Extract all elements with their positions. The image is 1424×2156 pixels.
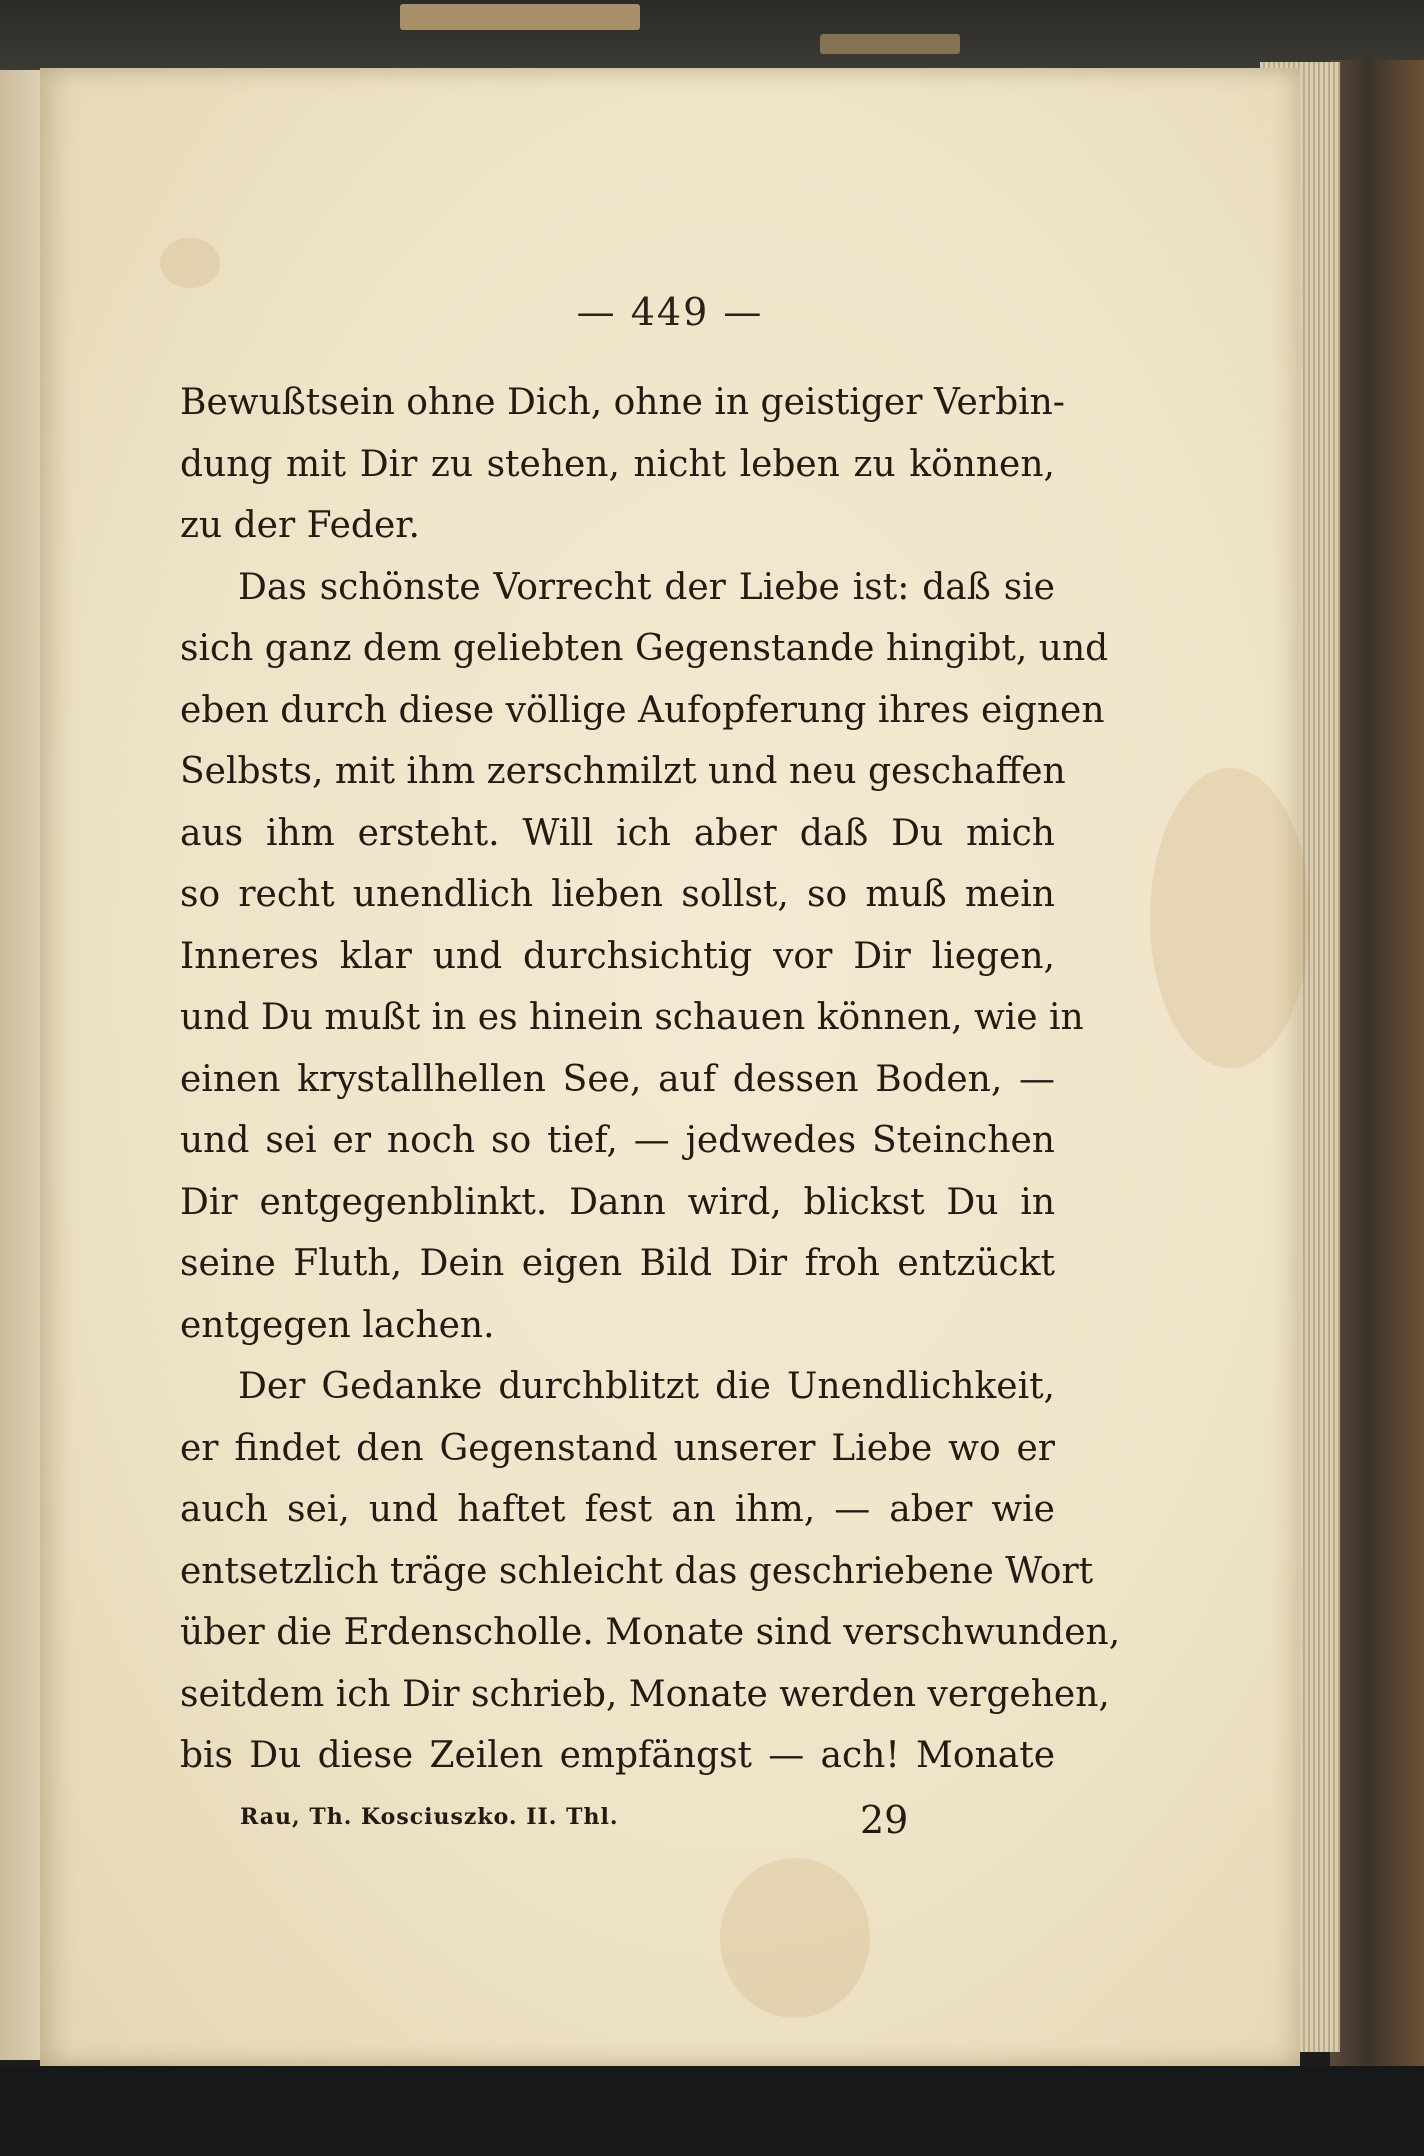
text-line: aus ihm ersteht. Will ich aber daß Du mich <box>180 812 1055 854</box>
text-line: auch sei, und haftet fest an ihm, — aber wie <box>180 1489 1055 1530</box>
text-line: und Du mußt in es hinein schauen können, wie in <box>180 997 1084 1038</box>
printer-signature: Rau, Th. Kosciuszko. II. Thl. <box>240 1804 619 1830</box>
text-line: Dir entgegenblinkt. Dann wird, blickst Du in <box>180 1181 1055 1223</box>
page-stain <box>160 238 220 288</box>
page-body-text <box>180 372 1121 1787</box>
tape-strip <box>400 4 640 30</box>
text-line: seine Fluth, Dein eigen Bild Dir froh entzückt <box>180 1243 1055 1284</box>
tape-strip <box>820 34 960 54</box>
text-line: einen krystallhellen See, auf dessen Boden, — <box>180 1058 1055 1100</box>
text-line: seitdem ich Dir schrieb, Monate werden vergehen, <box>180 1673 1110 1715</box>
text-line: über die Erdenscholle. Monate sind verschwunden, <box>180 1612 1121 1653</box>
book-cover-top <box>0 0 1424 70</box>
text-line: Der Gedanke durchblitzt die Unendlichkeit, <box>238 1366 1055 1407</box>
page-stain <box>720 1858 870 2018</box>
text-line: entgegen lachen. <box>180 1304 495 1346</box>
book-cover-edge <box>1330 60 1424 2070</box>
page-footer <box>180 1798 1055 1848</box>
page-stain <box>1150 768 1310 1068</box>
text-line: zu der Feder. <box>180 505 420 546</box>
sheet-number: 29 <box>860 1798 909 1842</box>
text-line: und sei er noch so tief, — jedwedes Steinchen <box>180 1120 1055 1161</box>
text-line: entsetzlich träge schleicht das geschriebene Wort <box>180 1550 1094 1592</box>
text-line: er findet den Gegenstand unserer Liebe wo er <box>180 1427 1055 1469</box>
text-line: Selbsts, mit ihm zerschmilzt und neu geschaffen <box>180 751 1066 792</box>
text-line: sich ganz dem geliebten Gegenstande hingibt, und <box>180 628 1109 669</box>
text-line: so recht unendlich lieben sollst, so muß mein <box>180 874 1055 915</box>
text-line: eben durch diese völlige Aufopferung ihres eignen <box>180 689 1105 731</box>
text-line: Das schönste Vorrecht der Liebe ist: daß sie <box>238 566 1055 608</box>
page-number-header: — 449 — <box>576 290 764 334</box>
text-line: bis Du diese Zeilen empfängst — ach! Monate <box>180 1735 1055 1776</box>
text-line: dung mit Dir zu stehen, nicht leben zu können, <box>180 443 1055 485</box>
text-line: Bewußtsein ohne Dich, ohne in geistiger Verbin- <box>180 382 1065 423</box>
background-bottom <box>0 2066 1424 2156</box>
text-line: Inneres klar und durchsichtig vor Dir liegen, <box>180 935 1055 977</box>
